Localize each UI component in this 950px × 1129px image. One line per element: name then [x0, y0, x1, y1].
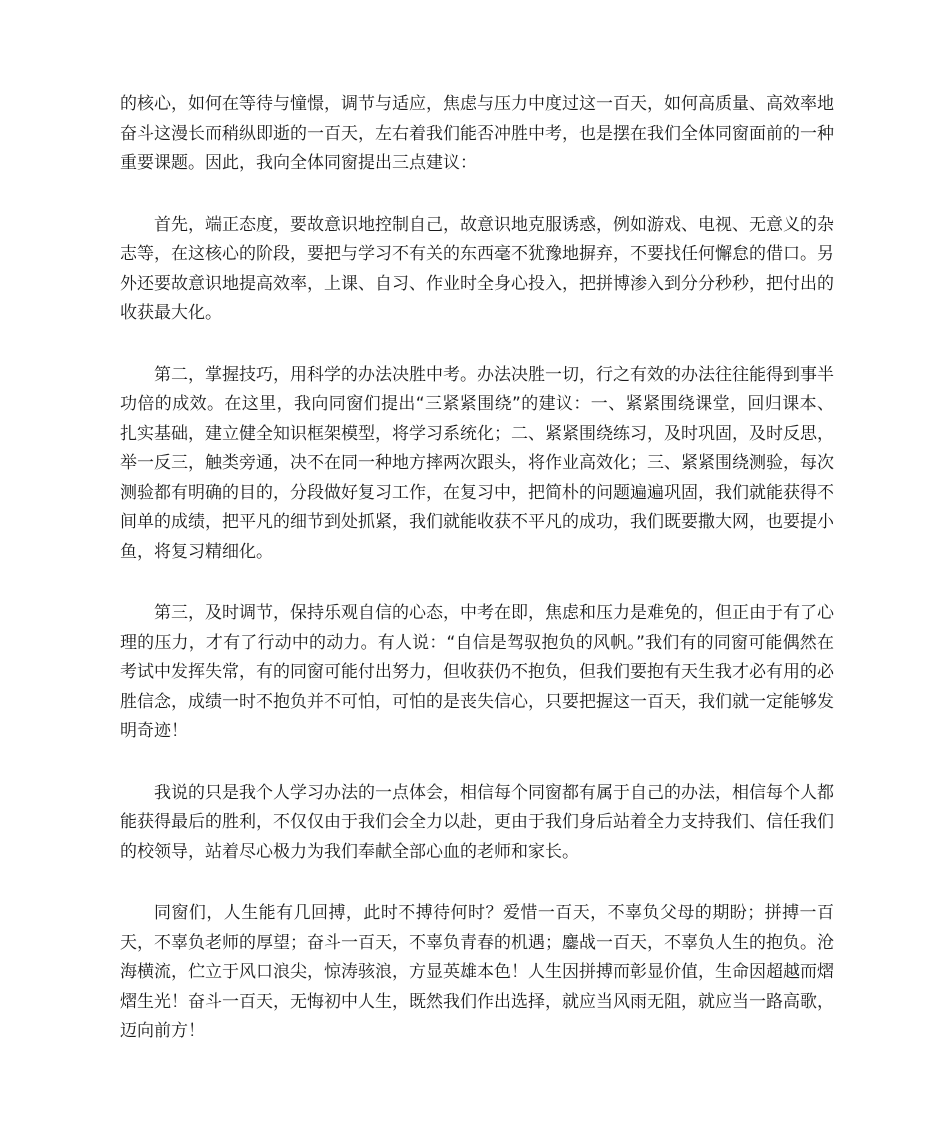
paragraph-suggestion-second: 第二，掌握技巧，用科学的办法决胜中考。办法决胜一切，行之有效的办法往往能得到事半功倍的成效。在这里，我向同窗们提出“三紧紧围绕”的建议：一、紧紧围绕课堂，回归课本、扎实基础，建立健全知识框架模型，将学习系统化；二、紧紧围绕练习，及时巩固，及时反思，举一反三，触类旁通，决不在同一种地方摔两次跟头，将作业高效化；三、紧紧围绕测验，每次测验都有明确的目的，分段做好复习工作，在复习中，把简朴的问题遍遍巩固，我们就能获得不间单的成绩，把平凡的细节到处抓紧，我们就能收获不平凡的成功，我们既要撒大网，也要提小鱼，将复习精细化。: [120, 364, 834, 562]
paragraph-closing: 同窗们，人生能有几回搏，此时不搏待何时？爱惜一百天，不辜负父母的期盼；拼搏一百天，不辜负老师的厚望；奋斗一百天，不辜负青春的机遇；鏖战一百天，不辜负人生的抱负。沧海横流，伫立于风口浪尖，惊涛骇浪，方显英雄本色！人生因拼搏而彰显价值，生命因超越而熠熠生光！奋斗一百天，无悔初中人生，既然我们作出选择，就应当风雨无阻，就应当一路高歌，迈向前方！: [120, 903, 834, 1041]
paragraph-intro: 的核心，如何在等待与憧憬，调节与适应，焦虑与压力中度过这一百天，如何高质量、高效率地奋斗这漫长而稍纵即逝的一百天，左右着我们能否冲胜中考，也是摆在我们全体同窗面前的一种重要课题。因此，我向全体同窗提出三点建议：: [120, 94, 834, 173]
paragraph-suggestion-first: 首先，端正态度，要故意识地控制自己，故意识地克服诱惑，例如游戏、电视、无意义的杂志等，在这核心的阶段，要把与学习不有关的东西毫不犹豫地摒弃，不要找任何懈怠的借口。另外还要故意识地提高效率，上课、自习、作业时全身心投入，把拼博渗入到分分秒秒，把付出的收获最大化。: [120, 214, 834, 323]
document-body: [120, 90, 834, 1079]
paragraph-personal-note: 我说的只是我个人学习办法的一点体会，相信每个同窗都有属于自己的办法，相信每个人都能获得最后的胜利，不仅仅由于我们会全力以赴，更由于我们身后站着全力支持我们、信任我们的校领导，站着尽心极力为我们奉献全部心血的老师和家长。: [120, 782, 834, 862]
paragraph-suggestion-third: 第三，及时调节，保持乐观自信的心态，中考在即，焦虑和压力是难免的，但正由于有了心理的压力，才有了行动中的动力。有人说：“自信是驾驭抱负的风帆。”我们有的同窗可能偶然在考试中发挥失常，有的同窗可能付出努力，但收获仍不抱负，但我们要抱有天生我才必有用的必胜信念，成绩一时不抱负并不可怕，可怕的是丧失信心，只要把握这一百天，我们就一定能够发明奇迹！: [120, 603, 834, 741]
